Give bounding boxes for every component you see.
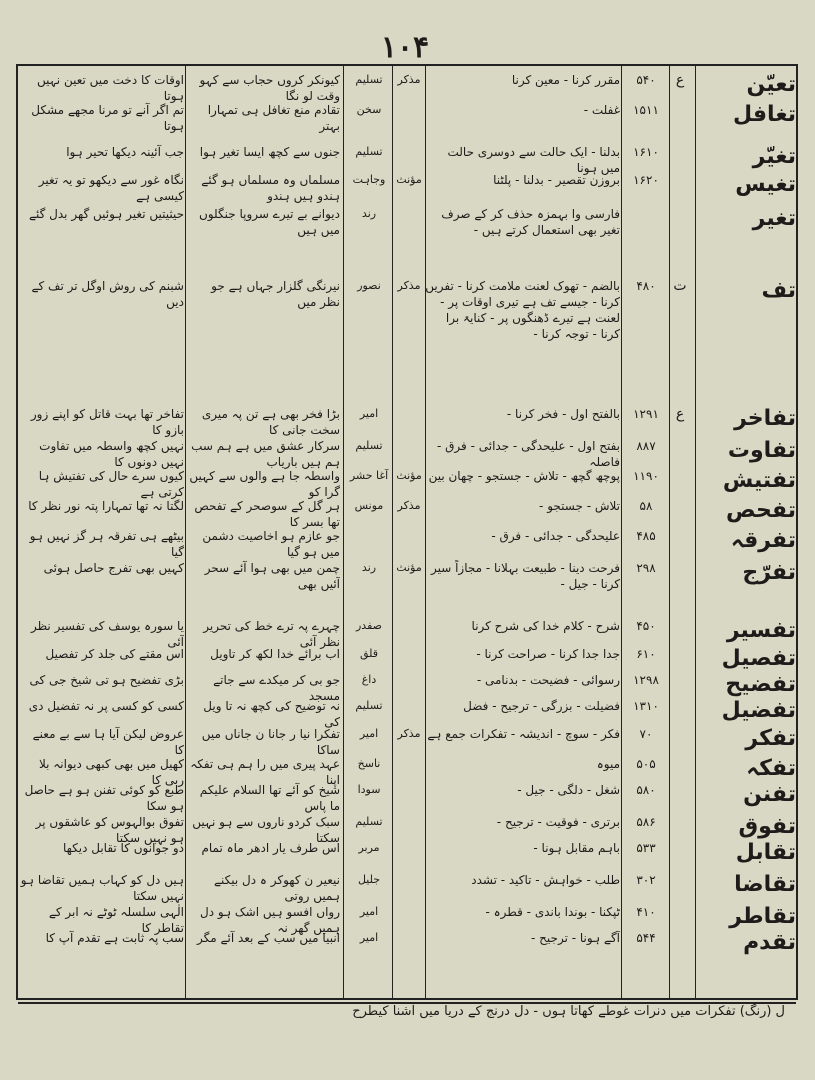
poet-name: تسلیم [355,699,383,712]
poet-name: وجاہت [352,173,386,186]
poet-name: امیر [359,931,379,944]
verse-line-2: طبع کو کوئی تفنن ہو ہے حاصل ہو سکا [24,783,184,813]
verse-line-2: عروض لیکن آیا ہا سے بے معنے کا [32,727,184,757]
poet-name: امیر [359,905,379,918]
verse-line-2: نہیں کچھ واسطہ میں تفاوت نہیں دونوں کا [39,439,184,469]
poet-name: رند [361,561,377,574]
meaning: آگے ہونا - ترجیح - [531,931,620,945]
page-reference: ۵۳۳ [636,841,656,855]
meaning: برتری - فوقیت - ترجیح - [496,815,620,829]
poet-name: آغا حشر [349,469,389,482]
verse-line-1: چہرے پہ ترے خط کی تحریر نظر آئی [203,619,340,649]
poet-name: جلیل [357,873,381,886]
headword: تفوق [738,814,796,839]
headword: تفاخر [734,406,796,431]
page-reference: ۶۱۰ [636,647,656,661]
headword: تقابل [735,840,796,865]
verse-line-2: بڑی تفضیح ہو تی شیخ جی کی [29,673,184,687]
verse-line-2: بیٹھے ہی تفرقہ ہر گز نہیں ہو گیا [29,529,184,559]
poet-name: امیر [359,407,379,420]
verse-line-2: لگتا نہ تھا تمہارا پتہ نور نظر کا [28,499,184,513]
meaning: بالضم - تھوک لعنت ملامت کرنا - تفریں کرنا - جیسے تف ہے تیری اوقات پر - لعنت ہے تیرے ڈھنگوں پر - کنایۃ برا کرنا - توجہ کرنا - [425,279,620,341]
verse-line-1: اس طرف یار ادھر ماہ تمام [201,841,340,855]
headword: تفرّج [742,560,796,585]
column-divider [621,66,622,998]
poet-name: تسلیم [355,145,383,158]
poet-name: سودا [357,783,381,796]
page-reference: ۱۳۱۰ [633,699,659,713]
headword: تفحص [726,498,796,523]
poet-name: داغ [361,673,377,686]
verse-line-1: جو بی کر میکدے سے جاتے مسجد [213,673,340,703]
meaning: جدا جدا کرنا - صراحت کرنا - [476,647,620,661]
page-reference: ۸۸۷ [636,439,656,453]
page-reference: ۴۸۰ [636,279,656,293]
verse-line-2: تم اگر آنے تو مرنا مجھے مشکل ہوتا [31,103,184,133]
verse-line-1: نیرنگی گلزار جہاں ہے جو نظر میں [211,279,340,309]
page-reference: ۵۴۰ [636,73,656,87]
verse-line-2: نگاہ غور سے دیکھو تو یہ تغیر کیسی ہے [38,173,184,203]
meaning: تلاش - جستجو - [539,499,620,513]
headword: تغیر [752,206,796,231]
gender: مؤنث [396,173,422,186]
gender: مذکر [397,499,421,512]
meaning: مقرر کرنا - معین کرنا [511,73,620,87]
page-reference: ۴۱۰ [636,905,656,919]
page-reference: ۷۰ [639,727,653,741]
poet-name: صفدر [356,619,382,632]
headword: تغافل [733,102,796,127]
verse-line-2: اس مقتے کی جلد کر تفصیل [45,647,184,661]
page-reference: ۱۵۱۱ [633,103,659,117]
root-letter: ع [675,72,685,88]
poet-name: امیر [359,727,379,740]
verse-line-2: کسی کو کسی پر نہ تفضیل دی [28,699,184,713]
verse-line-2: اوقات کا دخت میں تعین نہیں ہوتا [37,73,184,103]
verse-line-1: واسطہ جا ہے والوں سے کہیں گرا کو [189,469,340,499]
verse-line-1: چمن میں بھی ہوا آئے سحر آئیں بھی [204,561,340,591]
page-reference: ۱۶۱۰ [633,145,659,159]
headword: تفصیل [721,646,796,671]
headword: تفکہ [746,756,796,781]
meaning: طلب - خواہش - تاکید - تشدد [471,873,620,887]
meaning: شرح - کلام خدا کی شرح کرنا [471,619,620,633]
meaning: بروزن تقصیر - بدلنا - پلٹنا [493,173,620,187]
headword: تفاوت [727,438,796,463]
verse-line-2: سب پہ ثابت ہے تقدم آپ کا [45,931,184,945]
verse-line-1: نہ توضیح کی کچھ نہ تا ویل کی [203,699,340,729]
poet-name: قلق [359,647,379,660]
page-reference: ۴۸۵ [636,529,656,543]
headword: تفرقہ [730,528,796,553]
verse-line-1: شیخ کو آئے تھا السلام علیکم ما پاس [199,783,340,813]
poet-name: تسلیم [355,815,383,828]
gender: مذکر [397,279,421,292]
headword: تقدم [743,930,796,955]
meaning: ٹپکنا - بوندا باندی - قطرہ - [485,905,620,919]
verse-line-1: سرکار عشق میں ہے ہم سب ہم ہیں باریاب [191,439,340,469]
headword: تفضیل [721,698,796,723]
verse-line-2: کیوں سرے حال کی تفتیش ہا کرتی ہے [38,469,184,499]
page-reference: ۱۱۹۰ [633,469,659,483]
verse-line-1: بڑا فخر بھی ہے تن پہ میری سخت جانی کا [201,407,340,437]
verse-line-2: دو جوانوں کا تقابل دیکھا [62,841,184,855]
verse-line-1: تقادم منع تغافل ہی تمہارا بہتر [207,103,340,133]
verse-line-1: سبک کردو ناروں سے ہو نہیں سکتا [192,815,340,845]
root-letter: ت [673,278,687,294]
page-reference: ۵۰۵ [636,757,656,771]
verse-line-1: اب برائے خدا لکھ کر تاویل [210,647,340,661]
poet-name: سخن [356,103,382,116]
column-divider [185,66,186,998]
headword: تفکر [745,726,796,751]
verse-line-1: ہر گل کے سوصحر کے تفحص تھا بسر کا [194,499,340,529]
poet-name: رند [361,207,377,220]
page-reference: ۱۲۹۱ [633,407,659,421]
verse-line-2: شبنم کی روش اوگل تر تف کے دیں [31,279,184,309]
poet-name: نصور [357,279,381,292]
meaning: پوچھ گچھ - تلاش - جستجو - چھان بین [428,469,620,483]
headword: تقاطر [729,904,796,929]
poet-name: مونس [354,499,384,512]
meaning: فکر - سوچ - اندیشہ - تفکرات جمع ہے [427,727,620,741]
verse-line-2: کہیں بھی تفرج حاصل ہوئی [43,561,184,575]
column-divider [695,66,696,998]
verse-line-1: مسلماں وہ مسلماں ہو گئے ہندو ہیں ہندو [201,173,340,203]
page-reference: ۵۸۶ [636,815,656,829]
headword: تفتیش [722,468,796,493]
headword: تقاضا [734,872,796,897]
verse-line-1: رواں افسو ہیں اشک ہو دل ہمیں گھر نہ [200,905,340,935]
page-reference: ۳۰۲ [636,873,656,887]
verse-line-1: عہد پیری میں را ہم ہی تفکہ اپنا [190,757,340,787]
gender: مؤنث [396,469,422,482]
headword: تفنن [743,782,796,807]
meaning: بدلنا - ایک حالت سے دوسری حالت میں ہونا [447,145,620,175]
page-reference: ۵۸۰ [636,783,656,797]
column-divider [669,66,670,998]
gender: مؤنث [396,561,422,574]
meaning: رسوائی - فضیحت - بدنامی - [476,673,620,687]
verse-line-1: تفکرا نیا ر جانا ن جاناں میں ساکا [201,727,340,757]
meaning: فضیلت - بزرگی - ترجیح - فضل [463,699,620,713]
meaning: باہم مقابل ہونا - [533,841,620,855]
poet-name: ناسخ [357,757,381,770]
meaning: غفلت - [583,103,620,117]
column-divider [343,66,344,998]
meaning: علیحدگی - جدائی - فرق - [491,529,620,543]
headword: تغیس [735,172,796,197]
page-reference: ۴۵۰ [636,619,656,633]
headword: تف [761,278,796,303]
headword: تغیّر [752,144,796,169]
page-reference: ۱۶۲۰ [633,173,659,187]
page-reference: ۲۹۸ [636,561,656,575]
verse-line-1: کیونکر کروں حجاب سے کہو وقت لو نگا [199,73,340,103]
verse-line-1: نیعیر ن کھوکر ہ دل بیکنے ہمیں روتی [214,873,340,903]
page-number: ۱۰۴ [380,30,430,65]
meaning: بفتح اول - علیحدگی - جدائی - فرق - فاصلہ [436,439,620,469]
page-reference: ۵۸ [639,499,653,513]
poet-name: تسلیم [355,439,383,452]
meaning: بالفتح اول - فخر کرنا - [506,407,620,421]
page-reference: ۱۲۹۸ [633,673,659,687]
poet-name: تسلیم [355,73,383,86]
page-reference: ۵۴۴ [636,931,656,945]
headword: تفسیر [726,618,796,643]
gender: مذکر [397,727,421,740]
verse-line-1: جنوں سے کچھ ایسا تغیر ہوا [199,145,340,159]
meaning: فرحت دینا - طبیعت بہلانا - مجازاً سیر کرنا - جیل - [430,561,620,591]
column-divider [392,66,393,998]
footer-note: ل (رنگ) تفکرات میں دنرات غوطے کھاتا ہوں - دل درنج کے دریا میں آشنا کیطرح [352,1004,785,1019]
verse-line-1: دیوانے بے تیرے سروپا جنگلوں میں ہیں [199,207,340,237]
verse-line-2: ہیں دل کو کہاب ہمیں تقاضا ہو نہیں سکتا [20,873,184,903]
verse-line-2: کھیل میں بھی کبھی دیوانہ بلا ربی کا [38,757,184,787]
gender: مذکر [397,73,421,86]
headword: تعیّن [746,72,796,97]
verse-line-2: تفوق بوالہوس کو عاشقوں پر ہو نہیں سکتا [35,815,184,845]
verse-line-2: یا سورہ یوسف کی تفسیر نظر آئی [30,619,184,649]
verse-line-2: جب آئینہ دیکھا تحیر ہوا [66,145,184,159]
poet-name: مربر [358,841,380,854]
meaning: شغل - دلگی - جیل - [517,783,620,797]
headword: تفضیح [725,672,796,697]
root-letter: ع [675,406,685,422]
verse-line-2: حیثیتیں تغیر ہوئیں گھر بدل گئے [28,207,184,221]
meaning: میوہ [596,757,620,771]
verse-line-1: جو عازم ہو اخاصیت دشمن میں ہو گیا [202,529,340,559]
meaning: فارسی وا بہمزہ حذف کر کے صرف تغیر بھی استعمال کرتے ہیں - [441,207,620,237]
entries-table [16,64,798,1000]
verse-line-2: تفاخر تھا بہت قاتل کو اپنے زور بازو کا [30,407,184,437]
verse-line-1: انبیا میں سب کے بعد آئے مگر [196,931,340,945]
verse-line-2: الٰہی سلسلہ ٹوٹے نہ ابر کے تقاطر کا [48,905,184,935]
